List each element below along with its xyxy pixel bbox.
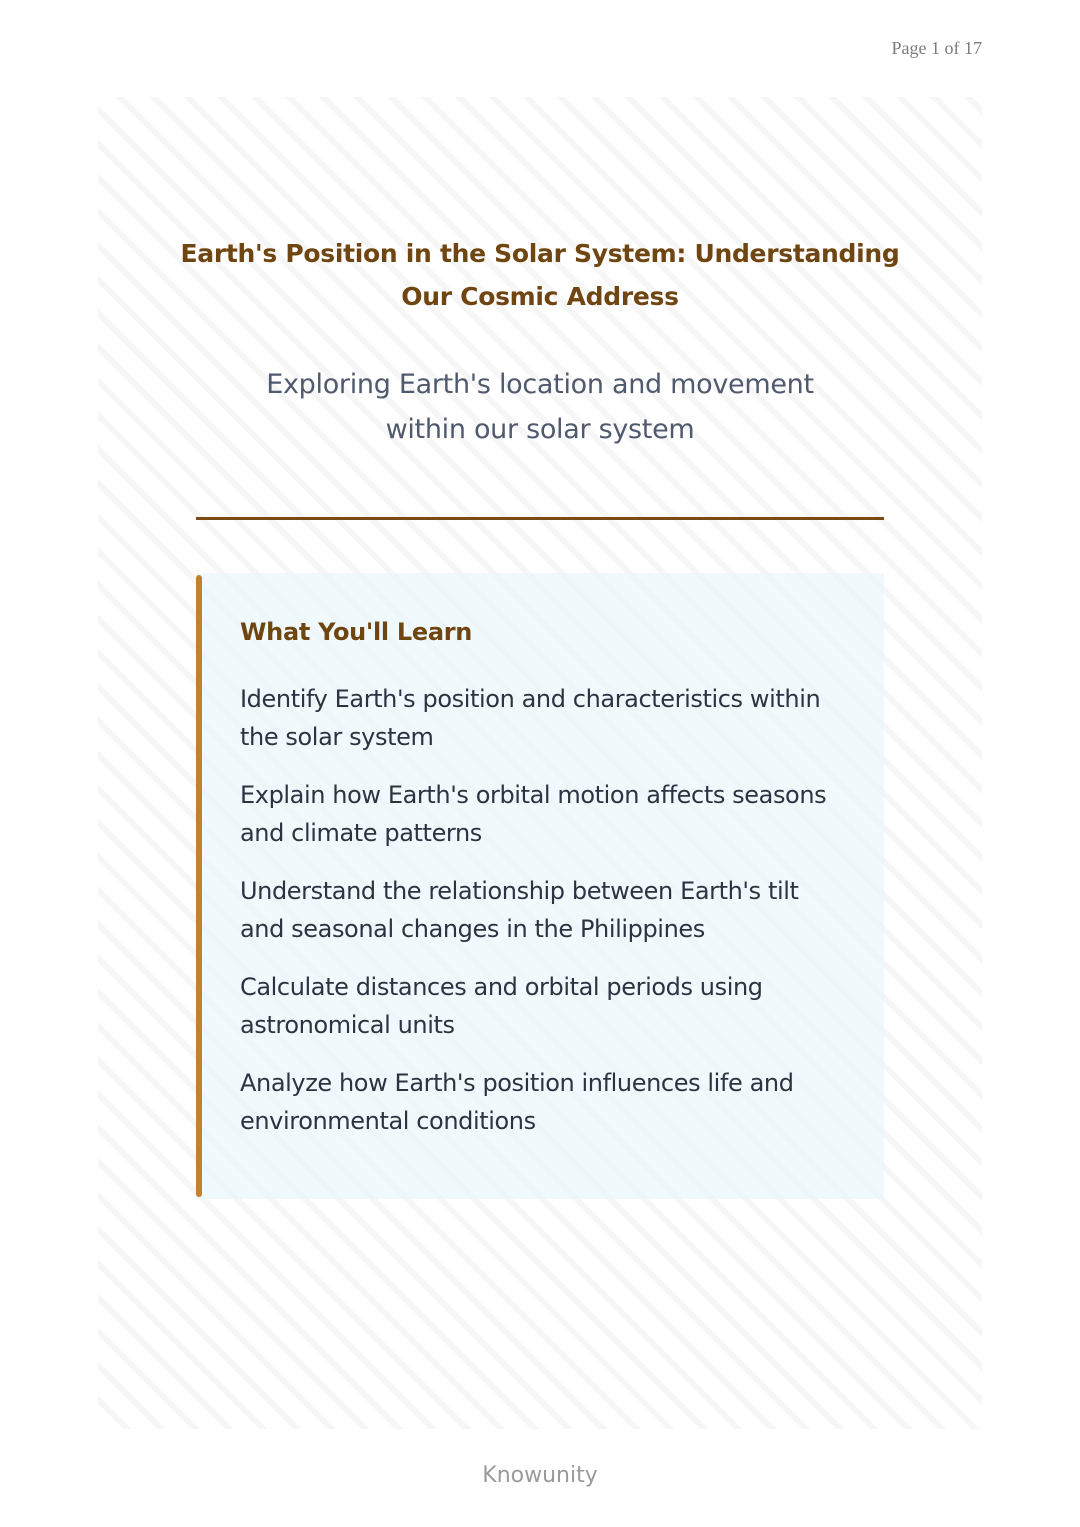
learning-objective-line: the solar system — [240, 723, 434, 751]
learning-objective-item — [240, 680, 850, 756]
learning-objective-line: Calculate distances and orbital periods using — [240, 973, 763, 1001]
section-divider — [196, 517, 884, 520]
learning-objective-line: Identify Earth's position and characteristics within — [240, 685, 821, 713]
document-title-line-1: Earth's Position in the Solar System: Understanding — [180, 239, 900, 268]
learning-objective-line: environmental conditions — [240, 1107, 536, 1135]
page-number: Page 1 of 17 — [891, 38, 982, 58]
learning-objective-line: Explain how Earth's orbital motion affects seasons — [240, 781, 827, 809]
document-subtitle — [98, 362, 982, 452]
document-title — [98, 232, 982, 318]
learning-objectives-accent-bar — [196, 575, 202, 1197]
document-subtitle-line-2: within our solar system — [385, 414, 695, 445]
learning-objective-item — [240, 1064, 850, 1140]
learning-objective-item — [240, 776, 850, 852]
learning-objective-line: and climate patterns — [240, 819, 482, 847]
learning-objective-line: Understand the relationship between Earth's tilt — [240, 877, 799, 905]
learning-objective-line: Analyze how Earth's position influences life and — [240, 1069, 794, 1097]
learning-objectives-heading: What You'll Learn — [240, 618, 473, 646]
learning-objectives-list — [240, 680, 850, 1160]
document-subtitle-line-1: Exploring Earth's location and movement — [266, 369, 814, 400]
learning-objective-item — [240, 968, 850, 1044]
document-title-line-2: Our Cosmic Address — [401, 282, 679, 311]
learning-objective-line: astronomical units — [240, 1011, 455, 1039]
learning-objective-line: and seasonal changes in the Philippines — [240, 915, 705, 943]
footer-brand-watermark: Knowunity — [482, 1463, 598, 1488]
learning-objective-item — [240, 872, 850, 948]
